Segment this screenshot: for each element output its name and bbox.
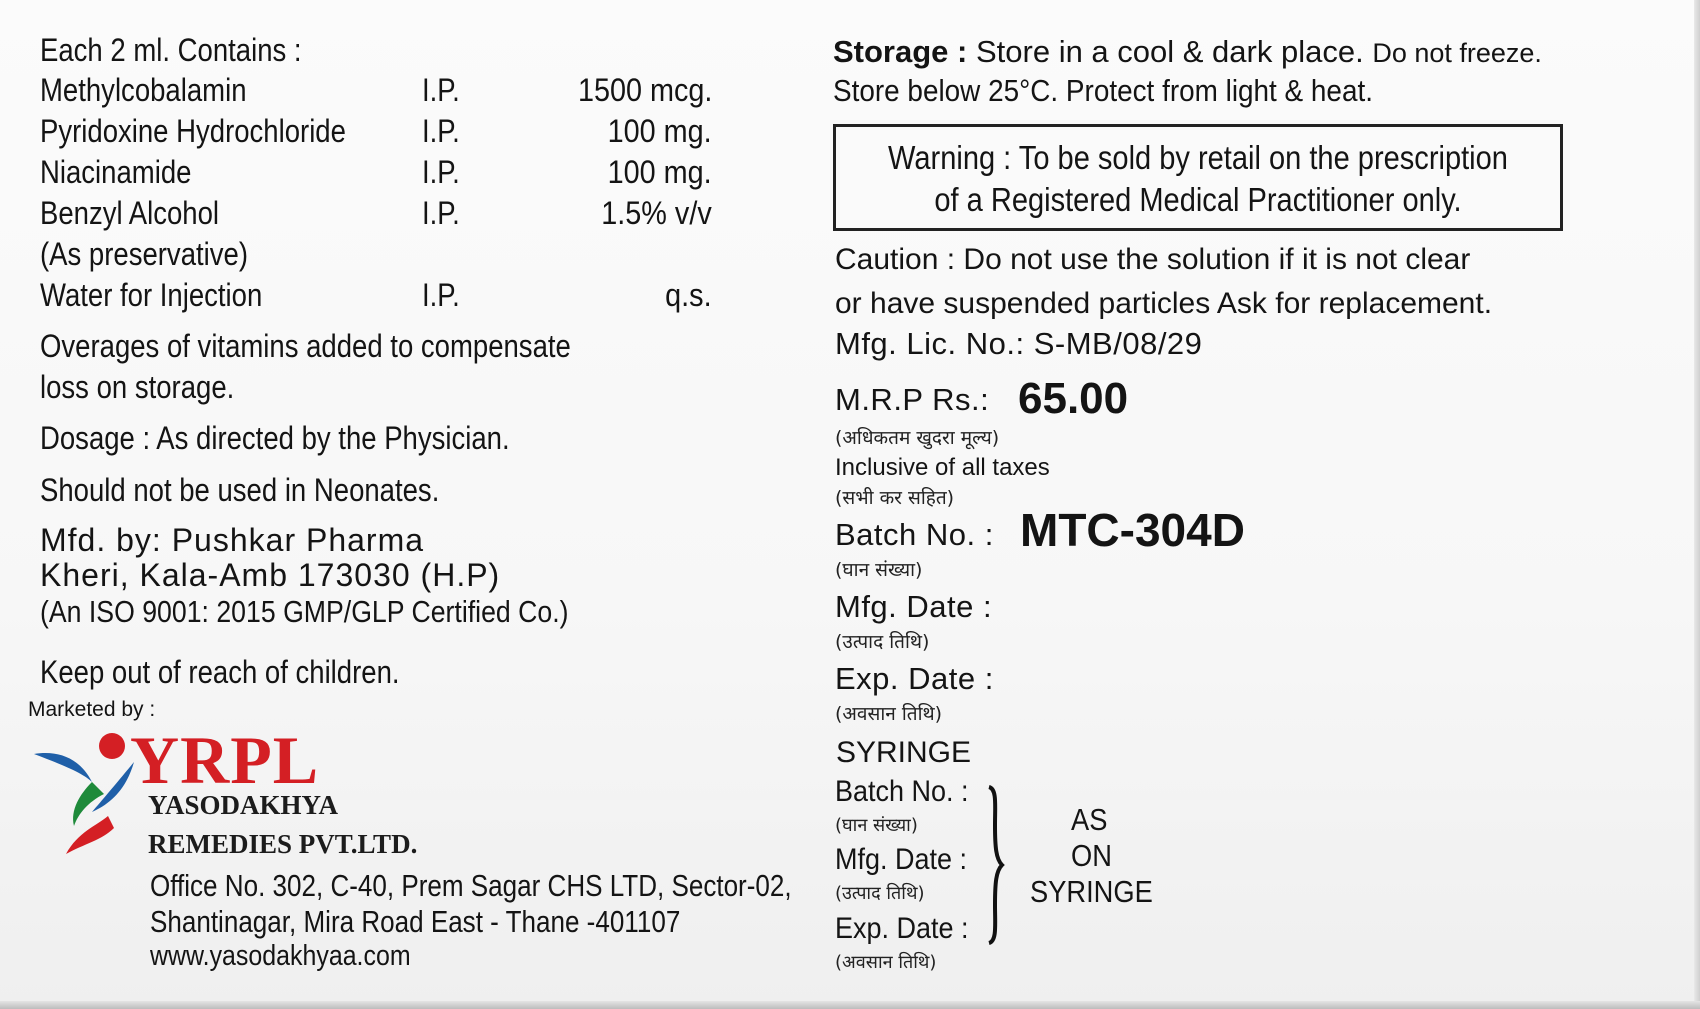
mfg-date-hindi: (उत्पाद तिथि) [835,631,930,653]
syringe-exp-label: Exp. Date : [835,912,969,945]
keep-out-of-reach: Keep out of reach of children. [40,654,400,690]
as-on-syringe-2: ON [1071,838,1112,873]
batch-number: MTC-304D [1020,504,1245,556]
taxes-hindi: (सभी कर सहित) [835,487,955,509]
manufacturer-address: Kheri, Kala-Amb 173030 (H.P) [40,557,501,593]
manufacturer-name: Mfd. by: Pushkar Pharma [40,522,425,558]
storage-line-2: Store below 25°C. Protect from light & heat. [833,73,1373,108]
ingredient-name: Pyridoxine Hydrochloride [40,113,346,149]
brand-logo-text: YRPL [130,722,320,798]
ingredient-name: Benzyl Alcohol [40,195,219,231]
ingredient-standard: I.P. [422,113,460,149]
ingredient-standard: I.P. [422,277,460,313]
caution-line-1: Caution : Do not use the solution if it is not clear [835,243,1471,276]
ingredient-amount: 1.5% v/v [601,195,712,231]
curly-brace-icon [985,785,1005,945]
ingredient-standard: I.P. [422,72,460,108]
dosage-text: Dosage : As directed by the Physician. [40,420,510,456]
storage-line-1 [833,34,1542,70]
office-address-line-2: Shantinagar, Mira Road East - Thane -401107 [150,904,681,939]
syringe-mfg-hindi: (उत्पाद तिथि) [835,883,925,904]
mrp-hindi: (अधिकतम खुदरा मूल्य) [835,427,1000,449]
yrpl-logo-icon [30,728,140,858]
as-on-syringe-1: AS [1071,802,1108,837]
exp-date-label: Exp. Date : [835,661,994,696]
storage-freeze: Do not freeze. [1372,38,1542,68]
neonates-warning: Should not be used in Neonates. [40,472,440,508]
ingredient-amount: 1500 mcg. [577,72,712,108]
composition-header: Each 2 ml. Contains : [40,32,302,68]
storage-label: Storage : [833,34,968,69]
syringe-exp-hindi: (अवसान तिथि) [835,952,937,973]
company-name-line-2: REMEDIES PVT.LTD. [148,829,418,859]
ingredient-standard: I.P. [422,195,460,231]
batch-hindi: (घान संख्या) [835,559,923,581]
ingredient-amount: 100 mg. [607,154,712,190]
taxes-note: Inclusive of all taxes [835,454,1050,481]
batch-label: Batch No. : [835,517,994,552]
storage-condition: Store in a cool & dark place. [975,34,1364,69]
syringe-mfg-label: Mfg. Date : [835,843,968,876]
website-link[interactable]: www.yasodakhyaa.com [150,940,411,972]
warning-line-2: of a Registered Medical Practitioner only. [934,181,1462,218]
as-on-syringe-3: SYRINGE [1030,874,1153,909]
caution-line-2: or have suspended particles Ask for replacement. [835,287,1493,320]
mrp-label: M.R.P Rs.: [835,382,990,417]
overages-line-2: loss on storage. [40,369,235,405]
carton-edge-bottom [0,1001,1700,1009]
ingredient-name: Water for Injection [40,277,263,313]
warning-line-1: Warning : To be sold by retail on the prescription [888,139,1508,176]
ingredient-name: Methylcobalamin [40,72,247,108]
mrp-value: 65.00 [1018,374,1129,423]
ingredient-amount: 100 mg. [607,113,712,149]
mfg-license-number: Mfg. Lic. No.: S-MB/08/29 [835,326,1203,361]
ingredient-standard: I.P. [422,154,460,190]
syringe-batch-label: Batch No. : [835,775,969,808]
syringe-batch-hindi: (घान संख्या) [835,815,918,836]
mfg-date-label: Mfg. Date : [835,589,993,624]
carton-edge-right [1694,0,1700,1009]
exp-date-hindi: (अवसान तिथि) [835,703,943,725]
ingredient-name: (As preservative) [40,236,248,272]
ingredient-name: Niacinamide [40,154,192,190]
marketed-by-label: Marketed by : [28,698,156,721]
office-address-line-1: Office No. 302, C-40, Prem Sagar CHS LTD, Sector-02, [150,868,792,903]
company-name-line-1: YASODAKHYA [148,790,339,820]
prescription-warning-box [833,124,1563,231]
overages-line-1: Overages of vitamins added to compensate [40,328,571,364]
syringe-title: SYRINGE [836,736,972,769]
ingredient-amount: q.s. [665,277,712,313]
iso-certification: (An ISO 9001: 2015 GMP/GLP Certified Co.) [40,594,569,629]
